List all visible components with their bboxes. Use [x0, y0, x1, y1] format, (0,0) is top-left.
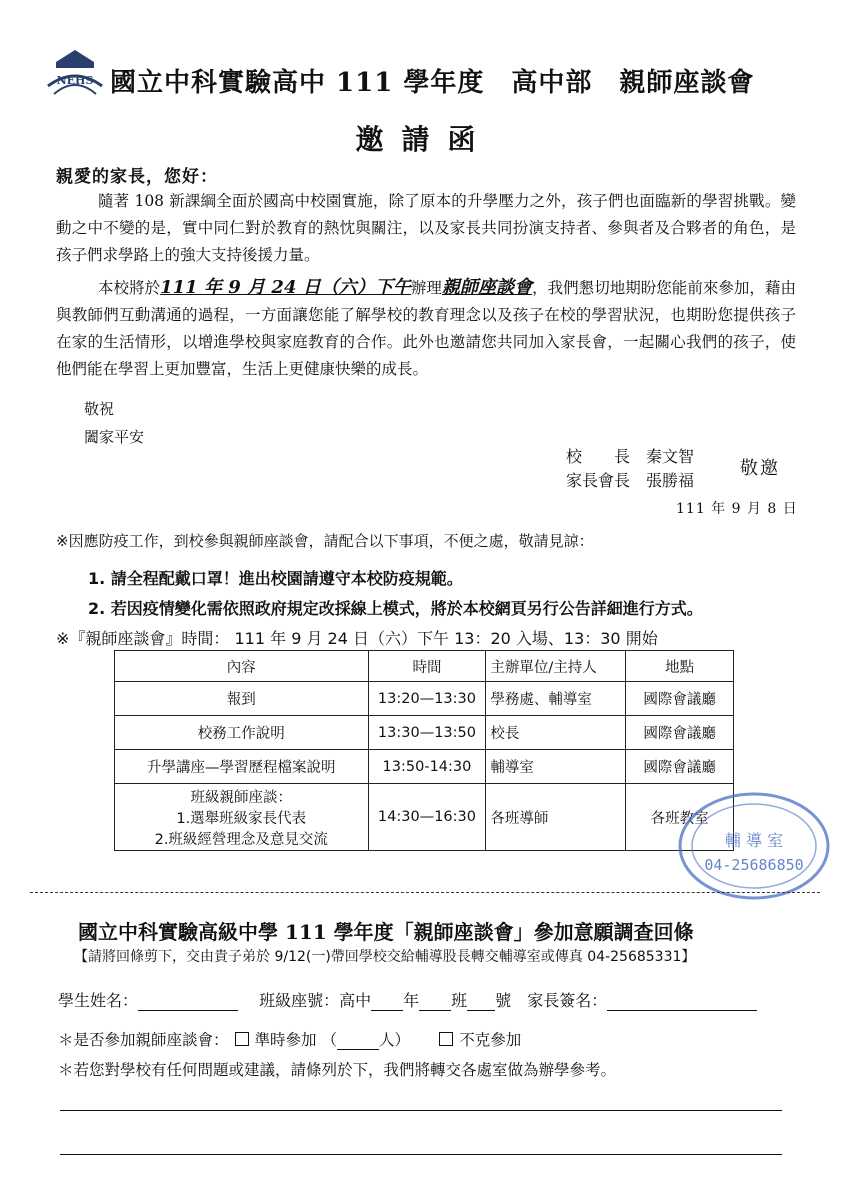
student-name-label: 學生姓名： — [58, 991, 139, 1010]
reply-form-title: 國立中科實驗高級中學 111 學年度「親師座談會」參加意願調查回條 — [78, 920, 694, 944]
cell-line: 2.班級經營理念及意見交流 — [154, 831, 328, 848]
table-cell: 13:30—13:50 — [368, 716, 486, 750]
stamp-office: 輔 導 室 — [724, 831, 784, 850]
table-cell: 各班教室 — [626, 784, 734, 851]
parent-signature-field[interactable] — [607, 1010, 757, 1011]
attend-no-label: 不克參加 — [459, 1031, 522, 1049]
page-title: 國立中科實驗高中 111 學年度 高中部 親師座談會 — [110, 68, 755, 98]
attend-yes-checkbox[interactable] — [235, 1032, 249, 1046]
table-cell-multiline — [115, 784, 369, 851]
page-subtitle: 邀請函 — [355, 123, 494, 156]
letter-date: 111 年 9 月 8 日 — [676, 501, 798, 517]
notice-rule-2: 2. 若因疫情變化需依照政府規定改採線上模式，將於本校網頁另行公告詳細進行方式。 — [88, 599, 703, 618]
cell-line: 班級親師座談： — [190, 789, 293, 806]
logo-text: NEHS — [56, 74, 94, 87]
class-field[interactable] — [419, 1010, 451, 1011]
event-time-info: ※『親師座談會』時間： 111 年 9 月 24 日（六）下午 13：20 入場、13：30 開始 — [56, 629, 658, 648]
p2-middle: 辦理 — [410, 279, 442, 297]
p2-after: ，我們懇切地期盼您能前來參加，藉由與教師們互動溝通的過程，一方面讓您能了解學校的教育理念以及孩子在校的學習狀況，也期盼您提供孩子在家的生活情形，以增進學校與家庭教育的合作。此外也邀請您共同加入家長會，一起關心我們的孩子，使他們能在學習上更加豐富，生活上更健康快樂的成長。 — [56, 279, 796, 378]
letter-paragraph-1: 隨著 108 新課綱全面於國高中校園實施，除了原本的升學壓力之外，孩子們也面臨新的學習挑戰。變動之中不變的是，實中同仁對於教育的熱忱與關注，以及家長共同扮演支持者、參與者及合夥者的角色，是孩子們求學路上的強大支持後援力量。 — [56, 192, 796, 264]
table-cell: 國際會議廳 — [626, 750, 734, 784]
class-seat-label: 班級座號：高中 — [259, 991, 372, 1010]
attend-count-open: （ — [321, 1031, 337, 1049]
table-row — [115, 750, 734, 784]
school-logo — [44, 46, 106, 104]
reply-form-note: 【請將回條剪下，交由貴子弟於 9/12(一)帶回學校交給輔導股長轉交輔導室或傳真 04-25685331】 — [74, 949, 696, 965]
table-header: 主辦單位/主持人 — [486, 651, 626, 682]
event-date: 111 年 9 月 24 日（六）下午 — [160, 277, 411, 298]
table-header: 地點 — [626, 651, 734, 682]
table-header: 內容 — [115, 651, 369, 682]
attend-count-close: 人） — [378, 1031, 403, 1049]
cell-line: 1.選舉班級家長代表 — [176, 810, 307, 827]
table-cell: 13:20—13:30 — [368, 682, 486, 716]
year-unit: 年 — [403, 991, 420, 1010]
letter-paragraph-2 — [56, 274, 796, 383]
attend-count-field[interactable] — [337, 1049, 379, 1050]
table-cell: 輔導室 — [486, 750, 626, 784]
signature-pta-chair: 家長會長 張勝福 — [566, 471, 695, 490]
closing-line-1: 敬祝 — [84, 400, 115, 418]
stamp-phone: 04-25686850 — [704, 856, 804, 874]
attend-no-checkbox[interactable] — [439, 1032, 453, 1046]
notice-rule-1: 1. 請全程配戴口罩！進出校園請遵守本校防疫規範。 — [88, 569, 463, 588]
table-cell: 國際會議廳 — [626, 682, 734, 716]
signature-respect: 敬邀 — [740, 458, 780, 479]
table-cell: 校長 — [486, 716, 626, 750]
table-header: 時間 — [368, 651, 486, 682]
table-cell: 報到 — [115, 682, 369, 716]
table-cell: 13:50-14:30 — [368, 750, 486, 784]
grade-field[interactable] — [371, 1010, 403, 1011]
table-cell: 各班導師 — [486, 784, 626, 851]
student-name-field[interactable] — [138, 1010, 238, 1011]
office-stamp — [636, 788, 832, 900]
table-cell: 學務處、輔導室 — [486, 682, 626, 716]
table-row — [115, 716, 734, 750]
table-cell: 14:30—16:30 — [368, 784, 486, 851]
notice-intro: ※因應防疫工作，到校參與親師座談會，請配合以下事項，不便之處，敬請見諒： — [56, 532, 594, 550]
reply-fields-row — [58, 988, 757, 1011]
table-cell: 校務工作說明 — [115, 716, 369, 750]
suggestion-line[interactable] — [60, 1154, 782, 1155]
event-name: 親師座談會 — [441, 277, 533, 298]
attend-yes-label: 準時參加 — [254, 1031, 317, 1049]
greeting: 親愛的家長，您好： — [56, 167, 218, 187]
signature-principal: 校 長 秦文智 — [566, 447, 695, 466]
table-cell: 升學講座—學習歷程檔案說明 — [115, 750, 369, 784]
closing-line-2: 闔家平安 — [84, 428, 145, 446]
cut-line — [30, 892, 820, 893]
table-cell: 國際會議廳 — [626, 716, 734, 750]
table-header-row — [115, 651, 734, 682]
table-row — [115, 682, 734, 716]
suggestion-line[interactable] — [60, 1110, 782, 1111]
p2-before: 本校將於 — [98, 279, 161, 297]
seat-unit: 號 — [495, 991, 512, 1010]
attend-question: ＊是否參加親師座談會： — [58, 1031, 229, 1049]
seat-field[interactable] — [467, 1010, 495, 1011]
attend-question-row — [58, 1028, 521, 1050]
parent-signature-label: 家長簽名： — [527, 991, 608, 1010]
class-unit: 班 — [451, 991, 468, 1010]
suggestion-prompt: ＊若您對學校有任何問題或建議，請條列於下，我們將轉交各處室做為辦學參考。 — [58, 1061, 617, 1079]
